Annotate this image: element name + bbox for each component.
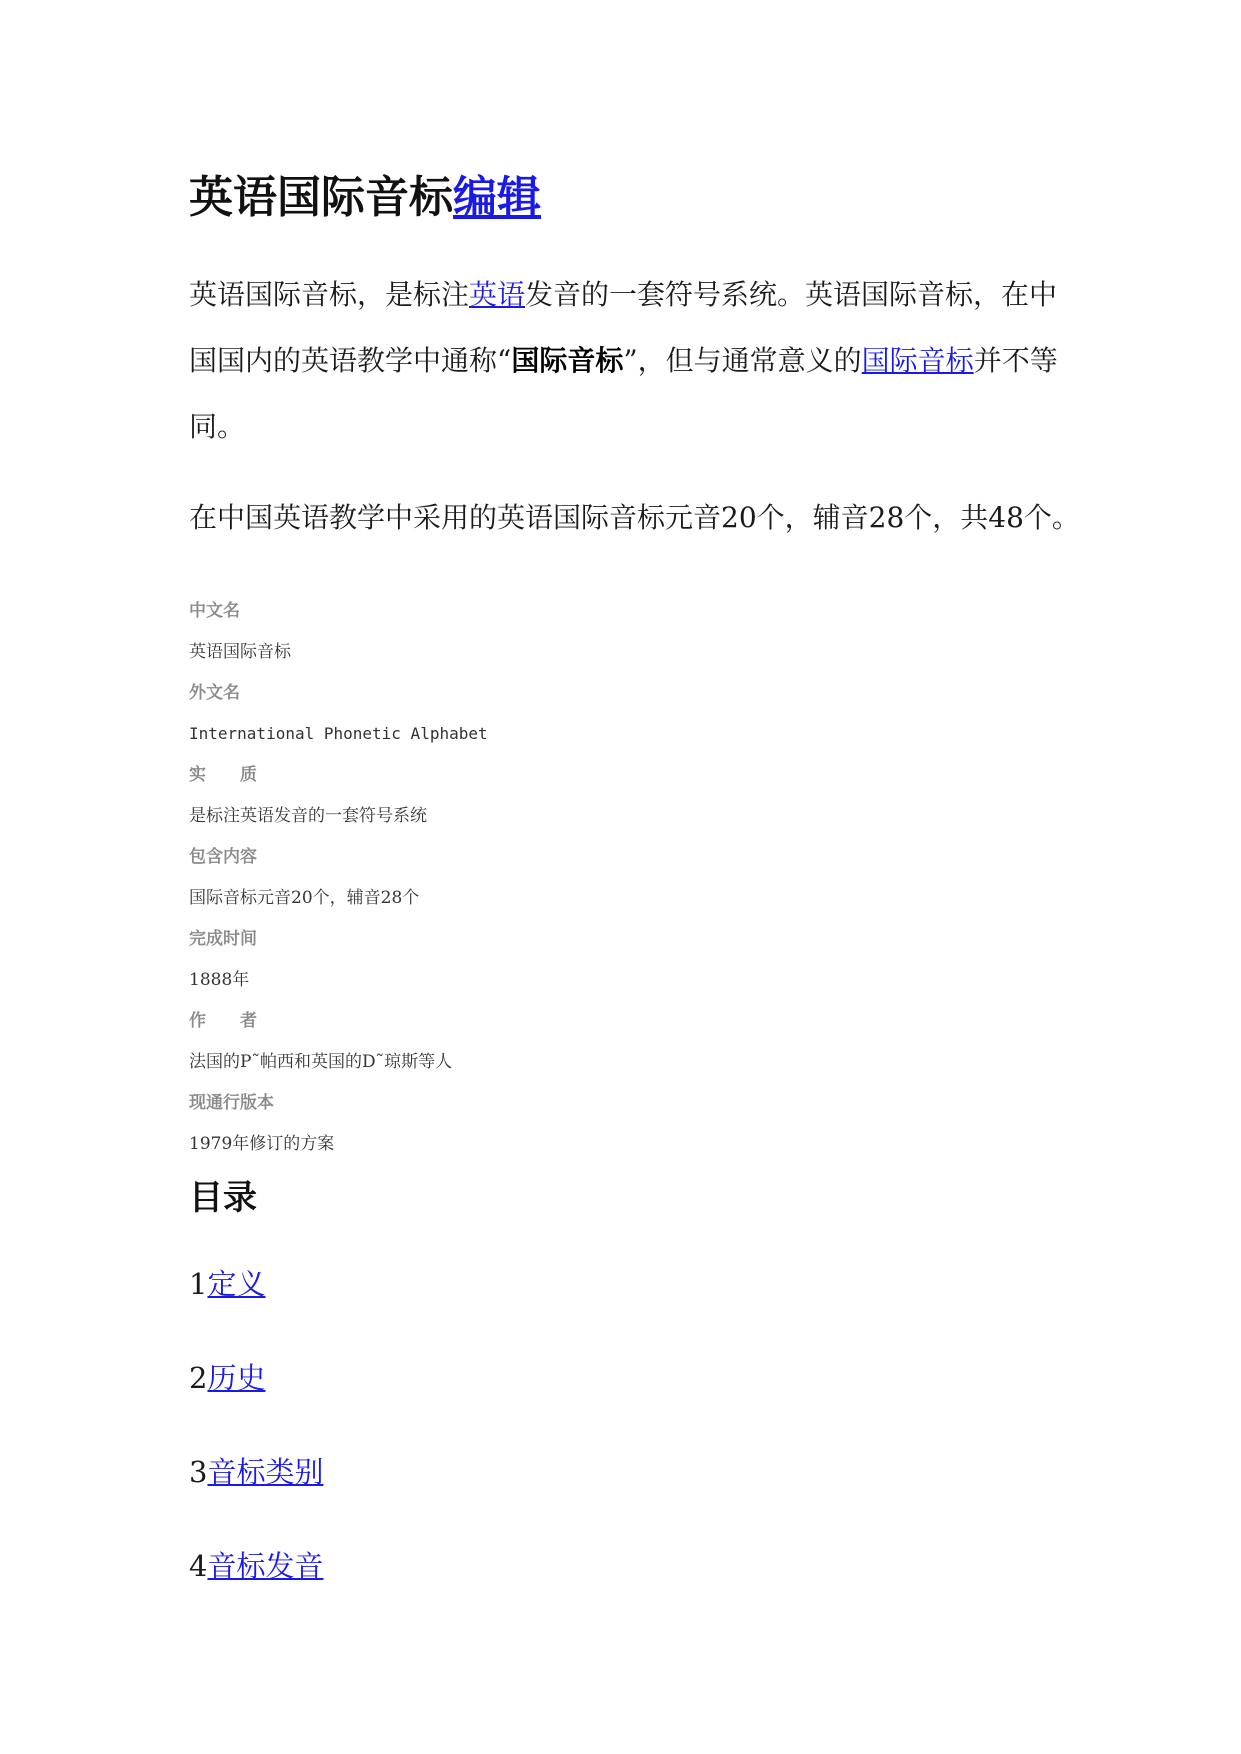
toc-link-categories[interactable]: 音标类别 bbox=[207, 1455, 324, 1489]
info-label-foreign-name: 外文名 bbox=[189, 683, 240, 703]
info-label-current-version: 现通行版本 bbox=[189, 1093, 274, 1113]
intro-bold-term: 国际音标 bbox=[511, 344, 624, 377]
toc-item bbox=[189, 1356, 789, 1450]
info-value-author: 法国的P˜帕西和英国的D˜琼斯等人 bbox=[189, 1052, 453, 1072]
toc-link-definition[interactable]: 定义 bbox=[207, 1267, 266, 1301]
intro-text-2: 发音的一套符号系统。英语国际音标，在中国国内的英语教学中通称“ bbox=[189, 278, 1058, 377]
table-of-contents bbox=[189, 1262, 789, 1638]
edit-link[interactable]: 编辑 bbox=[453, 172, 541, 223]
info-value-completion-time: 1888年 bbox=[189, 970, 250, 990]
info-label-row bbox=[189, 1082, 889, 1123]
basic-info-card bbox=[189, 590, 889, 1164]
toc-title: 目录 bbox=[189, 1178, 257, 1218]
info-value-contents: 国际音标元音20个，辅音28个 bbox=[189, 888, 420, 908]
toc-item-number: 3 bbox=[189, 1455, 208, 1489]
info-label-row bbox=[189, 1000, 889, 1041]
toc-item-number: 1 bbox=[189, 1267, 208, 1301]
info-label-completion-time: 完成时间 bbox=[189, 929, 257, 949]
info-value-row bbox=[189, 795, 889, 836]
info-label-row bbox=[189, 836, 889, 877]
intro-text-3: ”，但与通常意义的 bbox=[623, 344, 862, 377]
ipa-link[interactable]: 国际音标 bbox=[861, 344, 974, 377]
toc-item-number: 4 bbox=[189, 1549, 208, 1583]
info-value-row bbox=[189, 1123, 889, 1164]
info-value-row bbox=[189, 631, 889, 672]
info-label-row bbox=[189, 672, 889, 713]
title-text: 英语国际音标 bbox=[189, 172, 453, 223]
info-value-row bbox=[189, 877, 889, 918]
english-link[interactable]: 英语 bbox=[469, 278, 526, 311]
info-label-row bbox=[189, 918, 889, 959]
intro-paragraph bbox=[189, 262, 1059, 460]
info-value-essence: 是标注英语发音的一套符号系统 bbox=[189, 806, 427, 826]
info-value-current-version: 1979年修订的方案 bbox=[189, 1134, 335, 1154]
info-value-row bbox=[189, 1041, 889, 1082]
toc-item-number: 2 bbox=[189, 1361, 208, 1395]
toc-link-history[interactable]: 历史 bbox=[207, 1361, 266, 1395]
info-label-row bbox=[189, 754, 889, 795]
toc-item bbox=[189, 1544, 789, 1638]
info-label-contents: 包含内容 bbox=[189, 847, 257, 867]
info-label-row bbox=[189, 590, 889, 631]
info-value-row bbox=[189, 959, 889, 1000]
intro-text-4: 并不等同。 bbox=[189, 344, 1058, 443]
intro-text-1: 英语国际音标，是标注 bbox=[189, 278, 470, 311]
info-value-chinese-name: 英语国际音标 bbox=[189, 642, 291, 662]
info-value-row bbox=[189, 713, 889, 754]
toc-item bbox=[189, 1450, 789, 1544]
info-value-foreign-name: International Phonetic Alphabet bbox=[189, 724, 488, 743]
toc-link-pronunciation[interactable]: 音标发音 bbox=[207, 1549, 324, 1583]
info-label-essence: 实 质 bbox=[189, 765, 257, 785]
toc-item bbox=[189, 1262, 789, 1356]
summary-paragraph: 在中国英语教学中采用的英语国际音标元音20个，辅音28个，共48个。 bbox=[189, 501, 1080, 534]
page-title bbox=[189, 170, 541, 226]
info-label-author: 作 者 bbox=[189, 1011, 257, 1031]
info-label-chinese-name: 中文名 bbox=[189, 601, 240, 621]
